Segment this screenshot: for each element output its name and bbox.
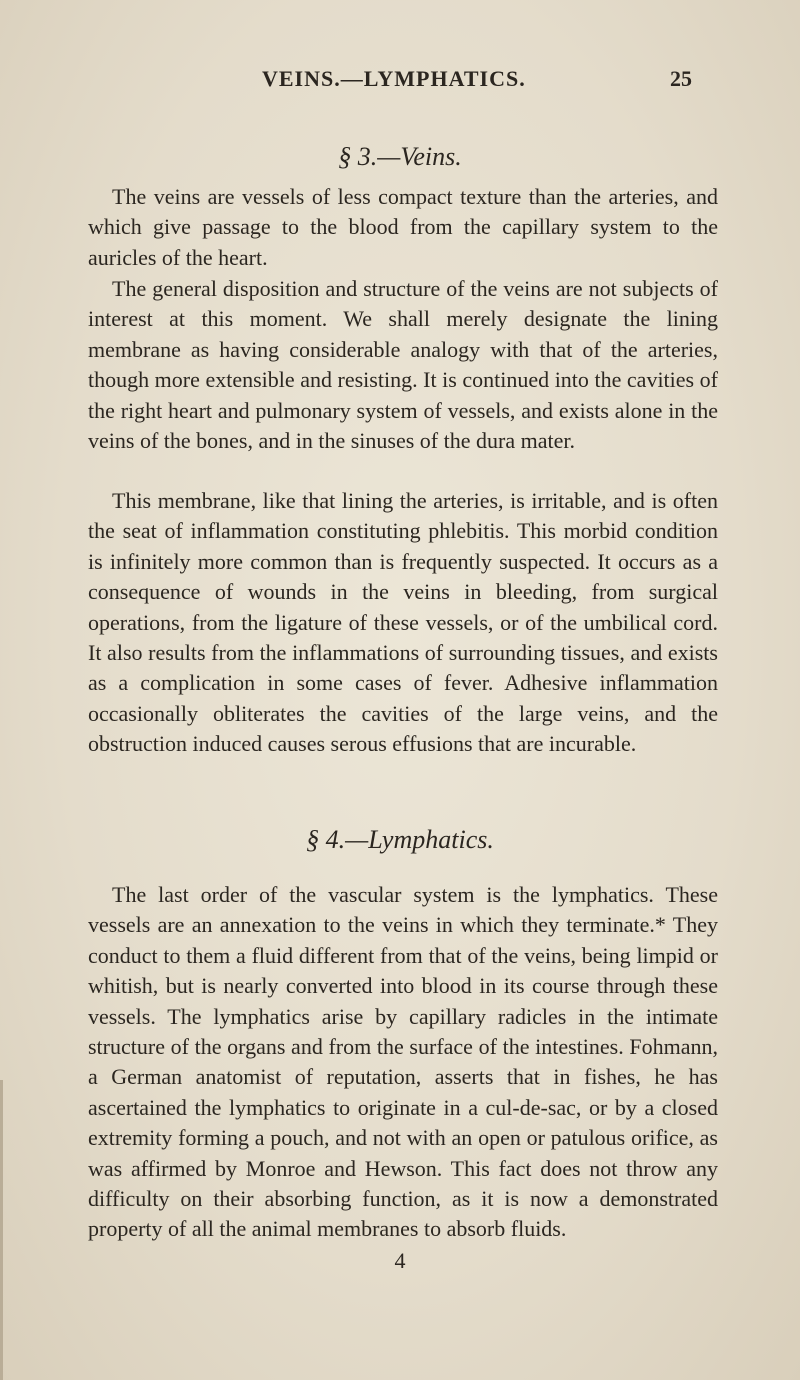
running-head: VEINS.—LYMPHATICS. [262, 66, 526, 91]
page-header [262, 66, 692, 106]
paragraph-phlebitis: This membrane, like that lining the arteries, is irritable, and is often the seat of inflammation constituting phlebitis. This morbid condition is infinitely more common than is frequently suspected. It occurs as a consequence of wounds in the veins in bleeding, from surgical operations, from the ligature of these vessels, or of the umbilical cord. It also results from the inflammations of surrounding tissues, and exists as a complication in some cases of fever. Adhesive inflammation occasionally obliterates the cavities of the large veins, and the obstruction induced causes serous effusions that are incurable. [88, 488, 718, 757]
section-heading-lymphatics: § 4.—Lymphatics. [306, 825, 494, 854]
page-number: 25 [670, 66, 692, 91]
page-edge-shadow [0, 1080, 3, 1380]
section-heading-veins: § 3.—Veins. [338, 142, 462, 171]
signature-mark: 4 [394, 1248, 406, 1273]
paragraph-veins-definition: The veins are vessels of less compact texture than the arteries, and which give passage to the blood from the capillary system to the auricles of the heart. [88, 184, 718, 270]
paragraph-lymphatics: The last order of the vascular system is the lymphatics. These vessels are an annexation to the veins in which they terminate.* They conduct to them a fluid different from that of the veins, being limpid or whitish, but is nearly converted into blood in its course through these vessels. The lymphatics arise by capillary radicles in the intimate structure of the organs and from the surface of the intestines. Fohmann, a German anatomist of reputation, asserts that in fishes, he has ascertained the lymphatics to originate in a cul-de-sac, or by a closed extremity forming a pouch, and not with an open or patulous orifice, as was affirmed by Monroe and Hewson. This fact does not throw any difficulty on their absorbing function, as it is now a demonstrated property of all the animal membranes to absorb fluids. [88, 882, 718, 1242]
paragraph-veins-structure: The general disposition and structure of the veins are not subjects of interest at this moment. We shall merely designate the lining membrane as having considerable analogy with that of the arteries, though more extensible and resisting. It is continued into the cavities of the right heart and pulmonary system of vessels, and exists alone in the veins of the bones, and in the sinuses of the dura mater. [88, 276, 718, 454]
